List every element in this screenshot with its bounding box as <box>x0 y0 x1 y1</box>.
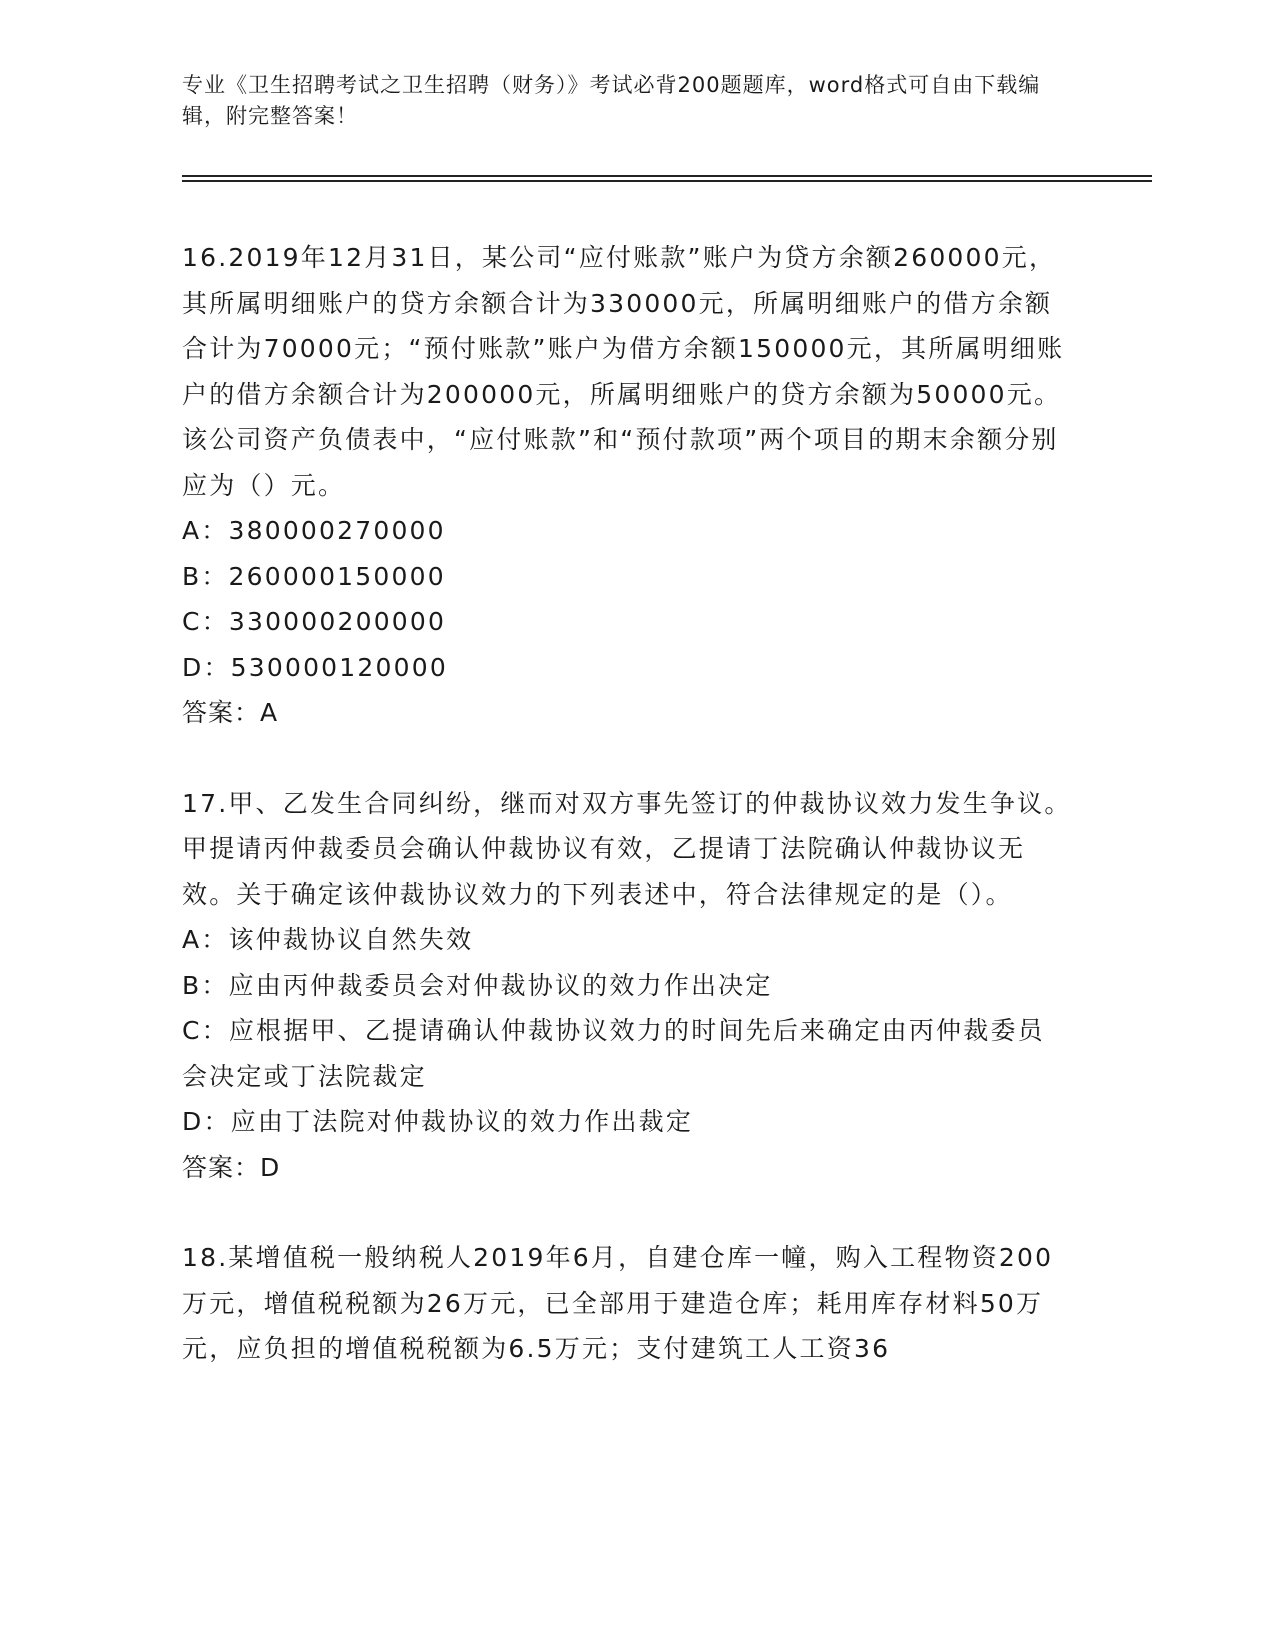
option-b: B：260000150000 <box>182 561 446 591</box>
answer-label: 答案：D <box>182 1152 281 1182</box>
question-text: 17.甲、乙发生合同纠纷，继而对双方事先签订的仲裁协议效力发生争议。甲提请丙仲裁委员会确认仲裁协议有效，乙提请丁法院确认仲裁协议无效。关于确定该仲裁协议效力的下列表述中，符合法律规定的是（）。 <box>182 788 1072 909</box>
option-b: B：应由丙仲裁委员会对仲裁协议的效力作出决定 <box>182 970 773 1000</box>
answer-label: 答案：A <box>182 698 279 727</box>
question-16 <box>182 235 1072 736</box>
question-spacer <box>182 736 1072 781</box>
document-header: 专业《卫生招聘考试之卫生招聘（财务）》考试必背200题题库，word格式可自由下载编辑，附完整答案！ <box>182 73 1041 128</box>
question-list <box>182 235 1072 1372</box>
option-c: C：330000200000 <box>182 607 447 636</box>
option-c: C：应根据甲、乙提请确认仲裁协议效力的时间先后来确定由丙仲裁委员会决定或丁法院裁定 <box>182 1016 1045 1091</box>
header-divider-top <box>182 175 1152 177</box>
question-spacer <box>182 1190 1072 1235</box>
header-divider-bottom <box>182 180 1152 182</box>
option-d: D：应由丁法院对仲裁协议的效力作出裁定 <box>182 1107 694 1136</box>
question-17 <box>182 781 1072 1191</box>
option-a: A：380000270000 <box>182 516 446 545</box>
option-d: D：530000120000 <box>182 652 448 682</box>
question-text: 16.2019年12月31日，某公司“应付账款”账户为贷方余额260000元，其所属明细账户的贷方余额合计为330000元，所属明细账户的借方余额合计为70000元；“预付账款”账户为借方余额150000元，其所属明细账户的借方余额合计为200000元，所属明细账户的贷方余额为50000元。该公司资产负债表中，“应付账款”和“预付款项”两个项目的期末余额分别应为（）元。 <box>182 243 1065 500</box>
question-18 <box>182 1235 1072 1372</box>
question-text: 18.某增值税一般纳税人2019年6月，自建仓库一幢，购入工程物资200万元，增值税税额为26万元，已全部用于建造仓库；耗用库存材料50万元，应负担的增值税税额为6.5万元；支付建筑工人工资36 <box>182 1243 1054 1363</box>
option-a: A：该仲裁协议自然失效 <box>182 925 474 954</box>
